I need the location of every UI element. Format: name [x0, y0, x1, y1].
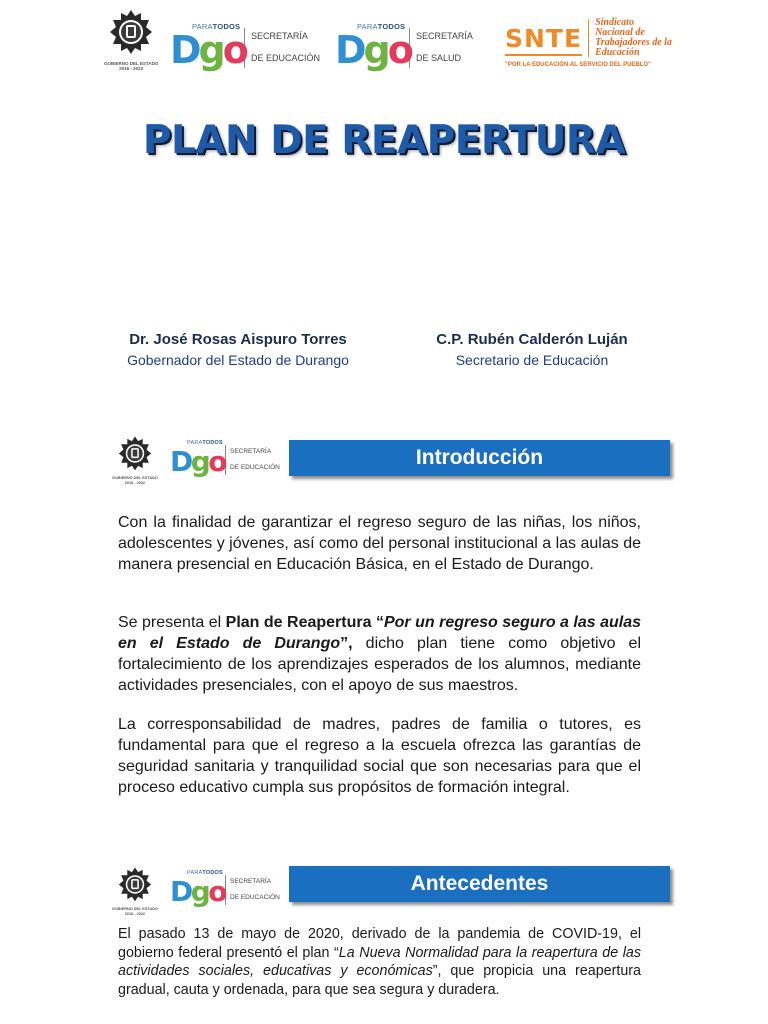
state-seal-logo-small — [112, 435, 158, 485]
snte-full-name: Sindicato Nacional de Trabajadores de la Educación — [595, 17, 672, 58]
secretaria-label: SECRETARÍA — [251, 31, 308, 41]
intro-section-heading: Introducción — [289, 440, 670, 476]
state-seal-logo — [104, 8, 158, 71]
dgo-letter-o: o — [208, 875, 226, 908]
secretaria-label: SECRETARÍA — [230, 878, 272, 885]
official-name: Dr. José Rosas Aispuro Torres — [129, 331, 347, 348]
secretaria-education-label: DE EDUCACIÓN — [230, 464, 280, 471]
dgo-para-prefix: PARA — [187, 870, 203, 876]
plan-title: La Nueva Normalidad para la reapertura de las actividades sociales, educativas y económicas — [118, 944, 641, 979]
dgo-logo — [335, 21, 411, 74]
page-title: PLAN DE REAPERTURA — [142, 118, 626, 163]
secretaria-label: SECRETARÍA — [416, 31, 473, 41]
secretaria-label: SECRETARÍA — [230, 448, 272, 455]
divider — [588, 19, 589, 57]
dgo-letter-g: g — [190, 445, 209, 478]
official-name: C.P. Rubén Calderón Luján — [436, 331, 628, 348]
dgo-logo — [170, 21, 246, 74]
quote-close: ”, — [340, 635, 353, 652]
dgo-letter-g: g — [363, 27, 388, 72]
dgo-letter-d: D — [170, 875, 191, 908]
dgo-para-bold: TODOS — [202, 870, 223, 876]
dgo-letter-d: D — [335, 27, 364, 72]
dgo-para-bold: TODOS — [212, 21, 241, 31]
text-run: El pasado 13 de mayo de 2020, derivado de la pandemia de COVID-19, el gobierno federal presentó el plan “ — [118, 926, 641, 961]
snte-underline — [505, 54, 582, 56]
text-run: dicho plan tiene como objetivo el fortalecimiento de los aprendizajes esperados de los alumnos, mediante actividades presenciales, con el apoyo de sus maestros. — [118, 635, 642, 694]
dgo-para-bold: TODOS — [202, 440, 223, 446]
dgo-letter-g: g — [190, 875, 209, 908]
secretaria-education-label: DE EDUCACIÓN — [251, 53, 321, 63]
dgo-letter-o: o — [387, 27, 411, 72]
background-section-heading: Antecedentes — [289, 866, 670, 902]
seal-caption: GOBIERNO DEL ESTADO 2016 - 2022 — [112, 476, 158, 485]
plan-name: Plan de Reapertura — [225, 614, 372, 631]
snte-wordmark: SNTE — [505, 23, 583, 53]
divider — [225, 445, 226, 475]
background-paragraph-1 — [118, 925, 641, 999]
plan-slogan: Por un regreso seguro a las aulas en el Estado de Durango — [118, 614, 642, 652]
dgo-letter-d: D — [170, 445, 191, 478]
dgo-health-logo — [335, 20, 496, 75]
text-run: ”, que propicia una reapertura gradual, cauta y ordenada, para que sea segura y duradera. — [118, 963, 641, 998]
state-seal-icon — [108, 8, 154, 60]
official-role: Gobernador del Estado de Durango — [127, 352, 349, 368]
quote-open: “ — [371, 614, 384, 631]
dgo-letter-o: o — [208, 445, 226, 478]
dgo-para-prefix: PARA — [357, 21, 378, 31]
seal-caption: GOBIERNO DEL ESTADO 2016 - 2022 — [112, 907, 158, 916]
dgo-logo — [170, 870, 226, 910]
dgo-education-logo-small — [170, 440, 286, 480]
state-seal-logo-small — [112, 866, 158, 916]
official-role: Secretario de Educación — [455, 352, 609, 368]
official-governor — [100, 331, 376, 368]
intro-paragraph-2 — [118, 612, 641, 696]
intro-paragraph-3: La corresponsabilidad de madres, padres de familia o tutores, es fundamental para que el regreso a la escuela ofrezca las garantías de seguridad sanitaria y tranquilidad social que son necesarias para que el proceso educativo cumpla sus propósitos de formación integral. — [118, 716, 641, 796]
secretaria-education-label: DE EDUCACIÓN — [230, 894, 280, 901]
dgo-para-prefix: PARA — [192, 21, 213, 31]
dgo-logo — [170, 440, 226, 480]
dgo-letter-o: o — [222, 27, 246, 72]
secretaria-health-label: DE SALUD — [416, 53, 462, 63]
dgo-education-logo-small — [170, 870, 286, 910]
official-secretary — [404, 331, 660, 368]
dgo-letter-d: D — [170, 27, 199, 72]
dgo-para-bold: TODOS — [377, 21, 406, 31]
dgo-education-logo — [170, 20, 331, 75]
snte-slogan: "POR LA EDUCACIÓN AL SERVICIO DEL PUEBLO" — [505, 62, 651, 68]
seal-caption: GOBIERNO DEL ESTADO 2016 - 2022 — [104, 61, 159, 71]
dgo-para-prefix: PARA — [187, 440, 203, 446]
divider — [225, 875, 226, 905]
dgo-letter-g: g — [198, 27, 223, 72]
state-seal-icon — [117, 435, 153, 475]
snte-logo — [505, 18, 685, 68]
text-run: Se presenta el — [118, 614, 226, 631]
state-seal-icon — [117, 866, 153, 906]
intro-paragraph-1: Con la finalidad de garantizar el regreso seguro de las niñas, los niños, adolescentes y jóvenes, así como del personal institucional a las aulas de manera presencial en Educación Básica, en el Estado de Durango. — [118, 514, 641, 573]
